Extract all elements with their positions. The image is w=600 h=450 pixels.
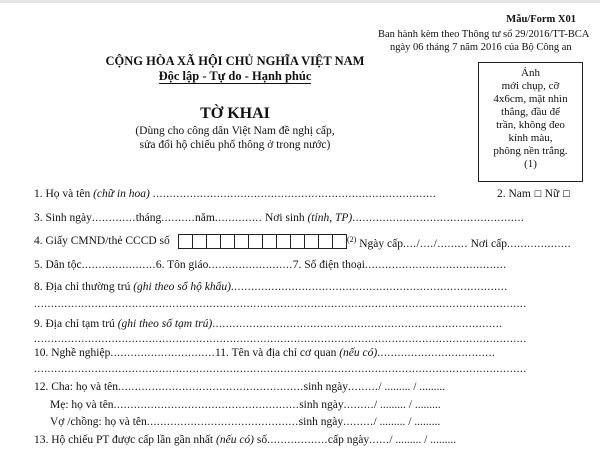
temporary-address-hint: (ghi theo sổ tạm trú): [117, 318, 213, 330]
temporary-address-label: 9. Địa chỉ tạm trú: [34, 318, 115, 330]
father-birth-blank: / ......... / .........: [378, 381, 446, 393]
permanent-address-label: 8. Địa chỉ thường trú: [34, 281, 131, 293]
form-subtitle-line-1: (Dùng cho công dân Việt Nam đề nghị cấp,: [135, 125, 335, 137]
form-subtitle-line-2: sửa đổi hộ chiếu phổ thông ở trong nước): [139, 139, 331, 151]
photo-line: kính màu,: [508, 132, 553, 144]
field-id-issue[interactable]: $^{(2)}$ Ngày cấp..../..../......... Nơi cấp...................: [347, 235, 572, 250]
phone-label: 7. Số điện thoại: [292, 259, 365, 271]
photo-line: trần, không đeo: [496, 119, 565, 131]
photo-line: 4x6cm, mặt nhìn: [493, 93, 568, 105]
top-toolbar-strip: [0, 0, 600, 3]
photo-line: Ảnh: [521, 67, 540, 79]
form-title: TỜ KHAI: [200, 105, 270, 122]
field-spouse[interactable]: Vợ /chồng: họ và tên.............................................sinh ngày........./ ......... / .........: [50, 416, 441, 428]
photo-line: (1): [524, 158, 537, 170]
id-number-label: 4. Giấy CMND/thẻ CCCD số: [34, 235, 170, 247]
issued-by-line-1: Ban hành kèm theo Thông tư số 29/2016/TT-BCA: [378, 29, 590, 40]
previous-passport-no-label: số: [256, 434, 268, 446]
full-name-hint: (chữ in hoa): [93, 188, 150, 200]
id-issue-date-blank: ..../..../.........: [402, 237, 468, 250]
spouse-birth-label: sinh ngày: [298, 416, 344, 428]
gender-label: 2. Nam: [497, 188, 531, 200]
photo-box: [478, 62, 583, 182]
field-gender[interactable]: [497, 188, 570, 200]
employer-label: 11. Tên và địa chỉ cơ quan: [214, 347, 337, 359]
father-name-label: 12. Cha: họ và tên: [34, 381, 118, 393]
motto: [0, 69, 470, 84]
mother-name-label: Mẹ: họ và tên: [50, 399, 114, 411]
full-name-label: 1. Họ và tên: [34, 188, 91, 200]
mother-birth-label: sinh ngày: [299, 399, 344, 411]
field-occupation-employer[interactable]: 10. Nghề nghiệp...............................11. Tên và địa chỉ cơ quan (nếu có)...................................: [34, 347, 496, 359]
field-temporary-address[interactable]: 9. Địa chỉ tạm trú (ghi theo sổ tạm trú)......................................................................................: [34, 318, 503, 330]
field-permanent-address[interactable]: 8. Địa chỉ thường trú (ghi theo sổ hộ khẩu)..................................................................................: [34, 281, 508, 293]
ethnicity-label: 5. Dân tộc: [34, 259, 82, 271]
field-full-name[interactable]: 1. Họ và tên (chữ in hoa) ....................................................................................: [34, 188, 437, 200]
spouse-name-label: Vợ /chồng: họ và tên: [50, 416, 147, 428]
previous-passport-label: 13. Hộ chiếu PT được cấp lần gần nhất: [34, 434, 214, 446]
mother-birth-blank: / ......... / .........: [373, 399, 441, 411]
male-checkbox[interactable]: ☐: [533, 190, 542, 200]
religion-label: 6. Tôn giáo: [155, 259, 209, 271]
female-label: Nữ: [544, 188, 560, 200]
field-mother[interactable]: Mẹ: họ và tên.......................................................sinh ngày........./ ......... / .........: [50, 399, 441, 411]
birth-month-label: tháng: [135, 212, 162, 224]
id-issue-place-label: Nơi cấp: [470, 237, 508, 250]
field-birth[interactable]: 3. Sinh ngày.............tháng..........năm.............. Nơi sinh (tỉnh, TP)...................................................: [34, 212, 525, 224]
photo-line: mới chụp, cỡ: [501, 80, 560, 92]
field-father[interactable]: 12. Cha: họ và tên.......................................................sinh ngày........./ ......... / .........: [34, 381, 446, 393]
id-number-boxes[interactable]: [178, 234, 346, 248]
birth-date-label: 3. Sinh ngày: [34, 212, 92, 224]
permanent-address-line-2[interactable]: ..................................................................................................................................................: [34, 298, 527, 310]
employer-hint: (nếu có): [339, 347, 378, 359]
previous-passport-hint: (nếu có): [216, 434, 255, 446]
form-code: Mẫu/Form X01: [506, 14, 576, 25]
photo-line: phông nền trắng.: [493, 145, 568, 157]
field-ethnicity-religion-phone[interactable]: 5. Dân tộc......................6. Tôn giáo.........................7. Số điện thoại..........................................: [34, 259, 507, 271]
birth-place-label: Nơi sinh: [264, 212, 305, 224]
motto-text: Độc lập - Tự do - Hạnh phúc: [158, 69, 312, 83]
birth-year-label: năm: [195, 212, 215, 224]
spouse-birth-blank: / ......... / .........: [373, 416, 441, 428]
field-previous-passport[interactable]: 13. Hộ chiếu PT được cấp lần gần nhất (nếu có) số..................cấp ngày....../ ......... / .........: [34, 434, 457, 446]
birth-place-hint: (tỉnh, TP): [307, 212, 353, 224]
id-footnote: (2): [347, 235, 357, 244]
nation-heading: CỘNG HÒA XÃ HỘI CHỦ NGHĨA VIỆT NAM: [105, 54, 365, 68]
permanent-address-hint: (ghi theo sổ hộ khẩu): [133, 281, 231, 293]
occupation-label: 10. Nghề nghiệp: [34, 347, 111, 359]
issued-by-line-2: ngày 06 tháng 7 năm 2016 của Bộ Công an: [390, 42, 572, 53]
photo-line: thẳng, đầu để: [501, 106, 560, 118]
father-birth-label: sinh ngày: [303, 381, 349, 393]
temporary-address-line-2[interactable]: ..................................................................................................................................................: [34, 333, 527, 345]
female-checkbox[interactable]: ☐: [562, 190, 571, 200]
previous-passport-date-label: cấp ngày: [327, 434, 370, 446]
previous-passport-date-blank: / ......... / .........: [389, 434, 457, 446]
employer-line-2[interactable]: ..................................................................................................................................................: [34, 363, 527, 375]
id-issue-date-label: Ngày cấp: [359, 237, 403, 250]
